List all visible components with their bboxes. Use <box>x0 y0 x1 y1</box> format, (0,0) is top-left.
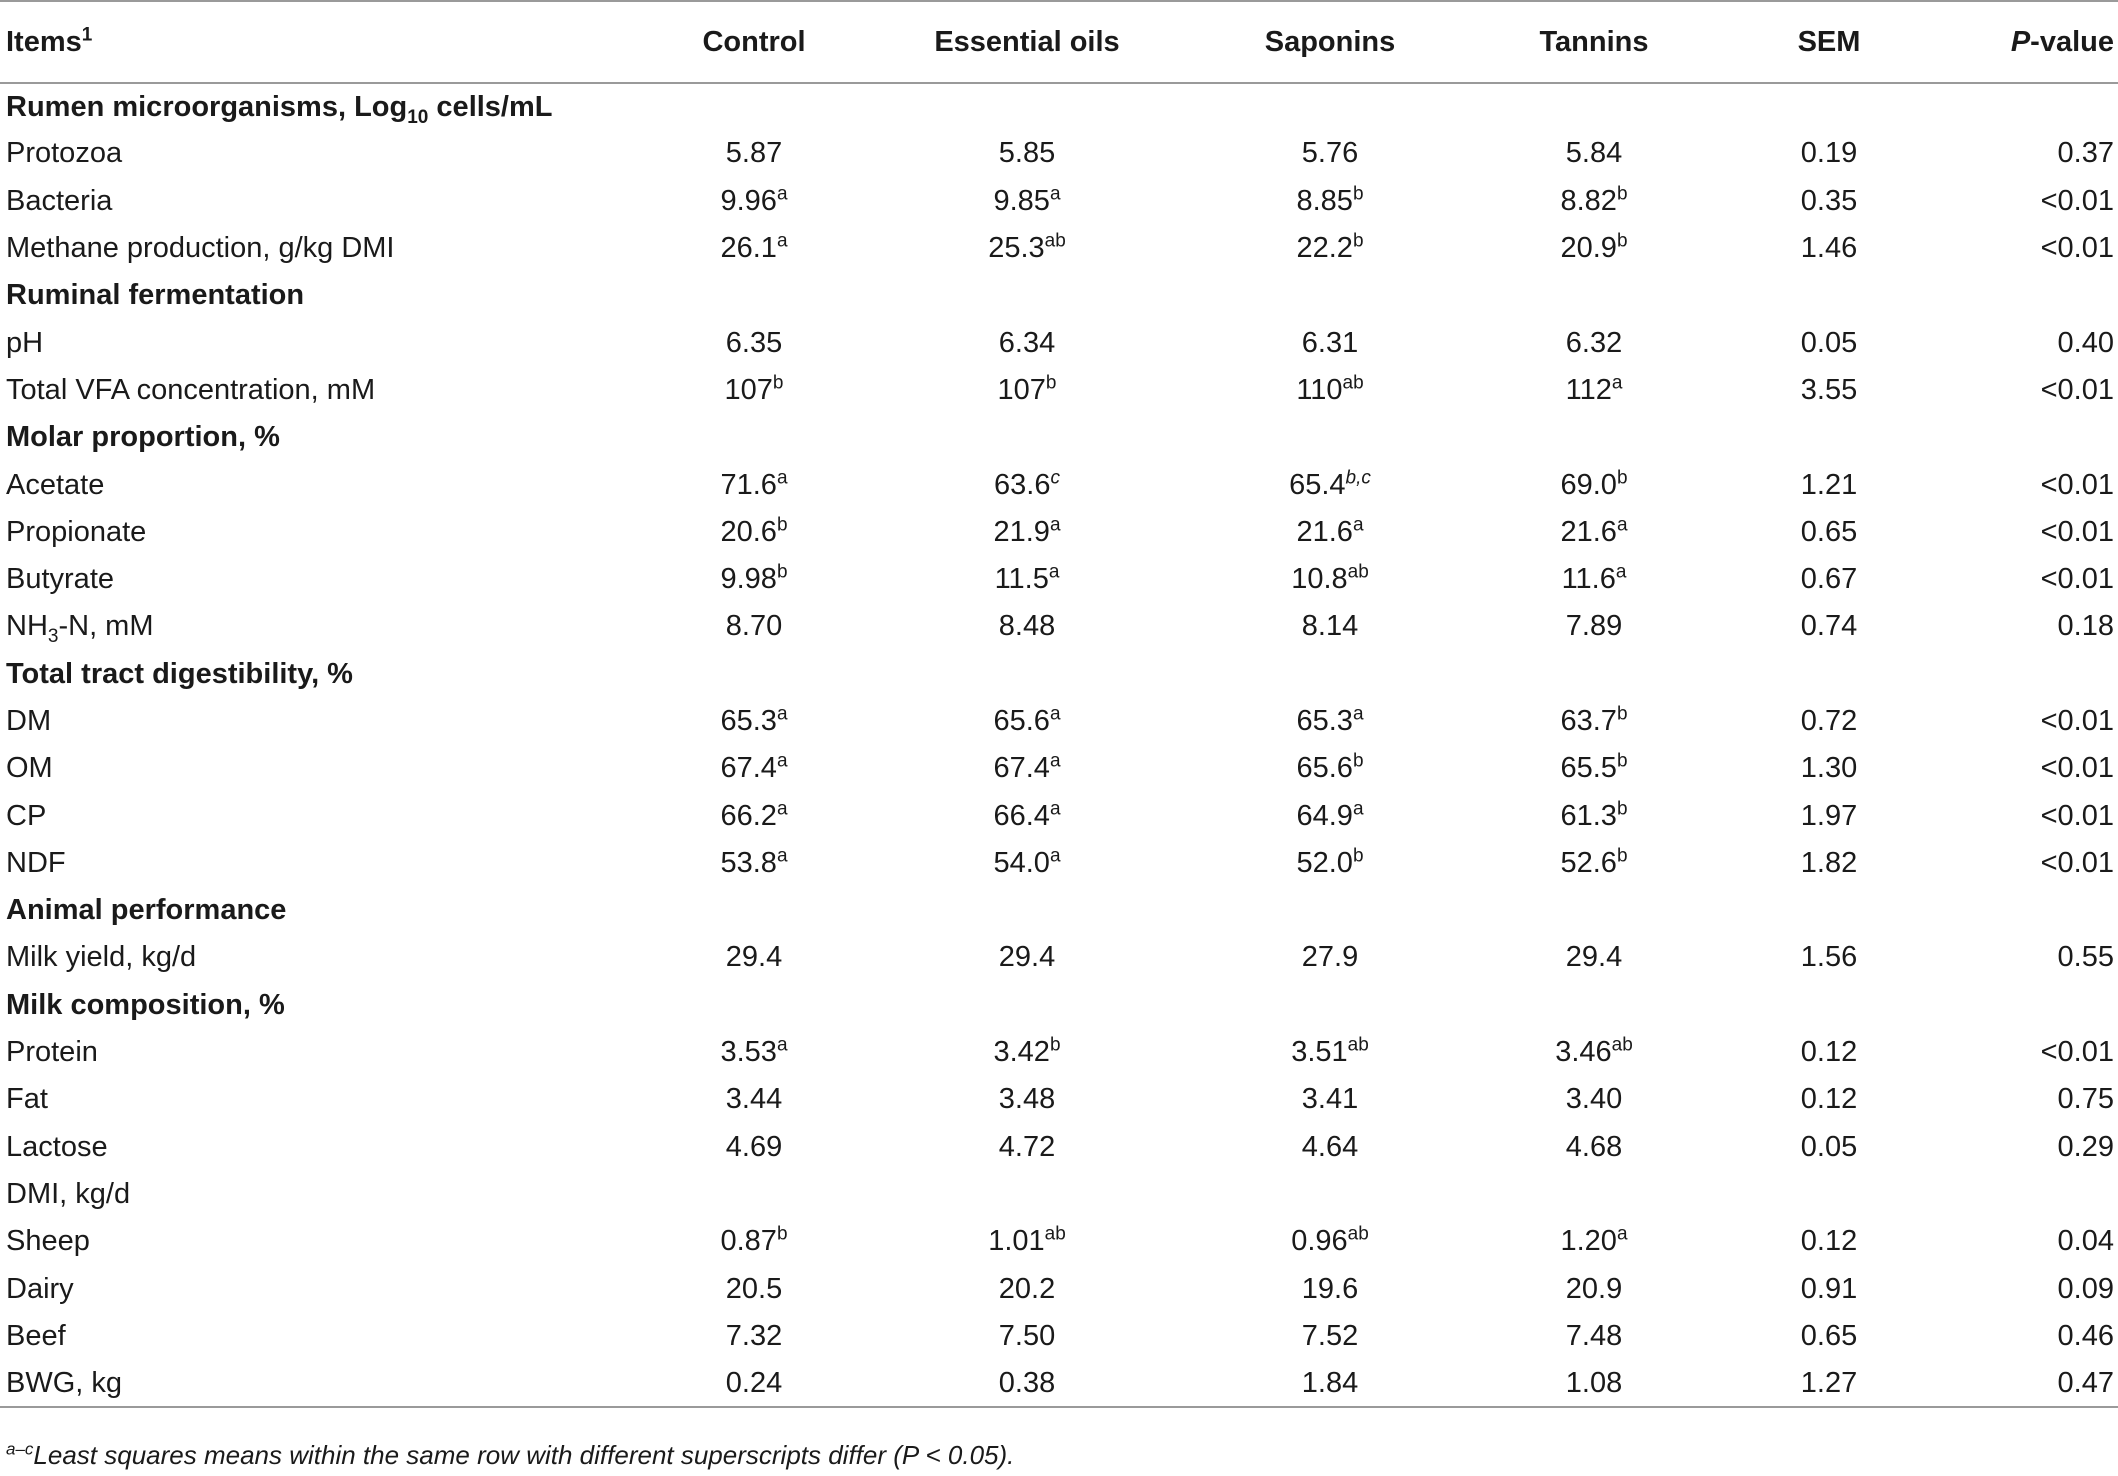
significance-superscript: ab <box>1044 230 1066 252</box>
cell-essential-oils: 21.9$^a$ <box>993 514 1061 548</box>
header-row <box>0 1 2118 83</box>
header-p-value: P-value <box>1944 1 2118 83</box>
significance-superscript: b <box>1616 750 1628 772</box>
significance-superscript: b <box>776 514 788 536</box>
cell-sem: 1.30 <box>1800 752 1858 785</box>
significance-superscript: a <box>776 230 788 252</box>
cell-p-value: <0.01 <box>2040 705 2114 737</box>
row-label: $NH_3-N$, mM <box>6 610 154 648</box>
significance-superscript: ab <box>1347 1034 1369 1056</box>
table-row <box>0 1360 2118 1407</box>
cell-p-value: <0.01 <box>2040 799 2114 832</box>
cell-saponins: 5.76 <box>1301 137 1359 170</box>
table-row <box>0 367 2118 414</box>
cell-tannins: 69.0$^b$ <box>1560 466 1628 501</box>
cell-control: 3.44 <box>725 1083 783 1116</box>
cell-sem: 0.12 <box>1800 1225 1858 1258</box>
footnote-text: Least squares means within the same row with different superscripts differ (P < 0.05). <box>33 1440 1015 1470</box>
cell-sem: 0.67 <box>1800 563 1858 596</box>
cell-tannins: 7.48 <box>1565 1319 1623 1352</box>
table-row <box>0 509 2118 556</box>
cell-saponins: 8.85$^b$ <box>1296 183 1364 217</box>
row-label: DMI, kg/d <box>6 1177 131 1210</box>
cell-p-value: 0.37 <box>2057 137 2114 170</box>
table-row <box>0 1265 2118 1312</box>
cell-sem: 0.19 <box>1800 137 1858 170</box>
cell-tannins: 1.20$^a$ <box>1560 1223 1628 1258</box>
significance-superscript: b <box>776 1223 788 1245</box>
cell-saponins: 22.2$^b$ <box>1296 230 1364 265</box>
cell-sem: 3.55 <box>1800 373 1858 406</box>
cell-saponins: 27.9 <box>1301 941 1359 974</box>
cell-control: 4.69 <box>725 1130 783 1163</box>
cell-tannins: 65.5$^b$ <box>1560 750 1628 785</box>
row-label: Butyrate <box>6 563 114 596</box>
table-row <box>0 225 2118 272</box>
significance-superscript: a <box>1352 514 1364 536</box>
table-row <box>0 178 2118 225</box>
row-label: OM <box>6 752 53 785</box>
cell-p-value: <0.01 <box>2040 846 2114 879</box>
footnote-marker: a–c <box>6 1439 34 1459</box>
cell-sem: 1.56 <box>1800 941 1858 974</box>
cell-control: 9.98$^b$ <box>720 561 788 596</box>
row-label: Sheep <box>6 1225 90 1258</box>
row-label: Beef <box>6 1319 66 1352</box>
cell-p-value: <0.01 <box>2040 563 2114 596</box>
cell-essential-oils: 54.0$^a$ <box>993 845 1061 879</box>
cell-control: 29.4 <box>725 941 783 974</box>
row-label: Dairy <box>6 1272 74 1305</box>
cell-tannins: 52.6$^b$ <box>1560 845 1628 879</box>
section-header-row <box>0 414 2118 461</box>
table-row <box>0 1076 2118 1123</box>
cell-p-value: <0.01 <box>2040 515 2114 548</box>
table-footnote <box>6 1440 1014 1471</box>
significance-superscript: b <box>1616 466 1628 488</box>
cell-sem: 0.91 <box>1800 1272 1858 1305</box>
table-row <box>0 840 2118 887</box>
row-label: CP <box>6 799 47 832</box>
significance-superscript: a <box>776 703 788 725</box>
table-header <box>0 1 2118 83</box>
cell-saponins: 3.51$^{ab}$ <box>1291 1034 1369 1069</box>
header-saponins: Saponins <box>1186 1 1474 83</box>
cell-essential-oils: 3.48 <box>998 1083 1056 1116</box>
significance-superscript: b <box>1045 372 1057 394</box>
section-header-row <box>0 83 2118 130</box>
table-row <box>0 934 2118 981</box>
row-label: Bacteria <box>6 184 113 217</box>
table-row <box>0 319 2118 366</box>
row-label: Lactose <box>6 1130 108 1163</box>
section-label: Rumen microorganisms, Log$_{10}$ cells/mL <box>6 90 553 128</box>
table-row <box>0 698 2118 745</box>
cell-saponins: 64.9$^a$ <box>1296 797 1364 832</box>
cell-saponins: 65.6$^b$ <box>1296 750 1364 785</box>
significance-superscript: ab <box>1347 561 1369 583</box>
significance-superscript: a <box>776 183 788 205</box>
cell-essential-oils: 5.85 <box>998 137 1056 170</box>
cell-essential-oils: 66.4$^a$ <box>993 797 1061 832</box>
significance-superscript: a <box>1615 561 1627 583</box>
cell-p-value: <0.01 <box>2040 752 2114 785</box>
row-label: Total VFA concentration, mM <box>6 373 376 406</box>
cell-sem: 1.46 <box>1800 232 1858 265</box>
cell-sem: 0.65 <box>1800 515 1858 548</box>
cell-saponins: 8.14 <box>1301 610 1359 643</box>
table-body <box>0 83 2118 1407</box>
row-label: Methane production, g/kg DMI <box>6 232 395 265</box>
cell-control: 7.32 <box>725 1319 783 1352</box>
table-row <box>0 1029 2118 1076</box>
significance-superscript: b <box>1616 183 1628 205</box>
significance-superscript: a <box>776 845 788 867</box>
cell-p-value: 0.55 <box>2057 941 2114 974</box>
cell-control: 107$^b$ <box>724 372 784 406</box>
significance-superscript: ab <box>1044 1223 1066 1245</box>
cell-p-value: 0.09 <box>2057 1272 2114 1305</box>
cell-essential-oils: 107$^b$ <box>997 372 1057 406</box>
header-tannins: Tannins <box>1474 1 1714 83</box>
significance-superscript: ab <box>1342 372 1364 394</box>
cell-saponins: 1.84 <box>1186 1360 1474 1407</box>
cell-essential-oils: 63.6$^c$ <box>994 466 1060 501</box>
section-label: Milk composition, % <box>6 988 285 1021</box>
table-row <box>0 461 2118 508</box>
cell-control: 53.8$^a$ <box>720 845 788 879</box>
cell-sem: 0.12 <box>1800 1036 1858 1069</box>
cell-control: 9.96$^a$ <box>720 183 788 217</box>
header-items-footnote-marker: 1 <box>81 23 93 45</box>
cell-control: 0.24 <box>640 1360 868 1407</box>
row-label: pH <box>6 326 44 359</box>
row-label: Propionate <box>6 515 147 548</box>
cell-sem: 0.05 <box>1800 1130 1858 1163</box>
cell-tannins: 3.46$^{ab}$ <box>1555 1034 1633 1069</box>
significance-superscript: a <box>1049 750 1061 772</box>
cell-essential-oils: 67.4$^a$ <box>993 750 1061 785</box>
cell-essential-oils: 20.2 <box>998 1272 1056 1305</box>
row-label: Fat <box>6 1083 48 1116</box>
cell-essential-oils: 3.42$^b$ <box>993 1034 1061 1069</box>
cell-saponins: 7.52 <box>1301 1319 1359 1352</box>
cell-essential-oils: 11.5$^a$ <box>994 561 1060 596</box>
significance-superscript: a <box>1049 183 1061 205</box>
cell-saponins: 65.4$^{b,c}$ <box>1289 466 1371 501</box>
cell-essential-oils: 1.01$^{ab}$ <box>988 1223 1066 1258</box>
row-label: Acetate <box>6 468 105 501</box>
row-label: Protein <box>6 1036 98 1069</box>
significance-superscript: b <box>1352 230 1364 252</box>
significance-superscript: a <box>1616 514 1628 536</box>
significance-superscript: b <box>1352 750 1364 772</box>
cell-control: 20.5 <box>725 1272 783 1305</box>
cell-saponins: 6.31 <box>1301 326 1359 359</box>
cell-p-value: <0.01 <box>2040 184 2114 217</box>
cell-tannins: 8.82$^b$ <box>1560 183 1628 217</box>
cell-tannins: 63.7$^b$ <box>1560 703 1628 737</box>
cell-p-value: 0.47 <box>1944 1360 2118 1407</box>
row-label: BWG, kg <box>0 1360 640 1407</box>
significance-superscript: c <box>1050 466 1060 488</box>
section-header-row <box>0 272 2118 319</box>
significance-superscript: b <box>1616 230 1628 252</box>
section-header-row <box>0 887 2118 934</box>
cell-tannins: 5.84 <box>1565 137 1623 170</box>
cell-sem: 0.05 <box>1800 326 1858 359</box>
significance-superscript: a <box>776 1034 788 1056</box>
significance-superscript: a <box>1049 845 1061 867</box>
significance-superscript: b <box>1616 797 1628 819</box>
cell-tannins: 7.89 <box>1565 610 1623 643</box>
header-control: Control <box>640 1 868 83</box>
cell-saponins: 65.3$^a$ <box>1296 703 1364 737</box>
section-header-row <box>0 651 2118 698</box>
cell-tannins: 29.4 <box>1565 941 1623 974</box>
table-row <box>0 792 2118 839</box>
cell-sem: 1.82 <box>1800 846 1858 879</box>
table-row <box>0 1313 2118 1360</box>
cell-sem: 1.97 <box>1800 799 1858 832</box>
significance-superscript: b <box>776 561 788 583</box>
cell-essential-oils: 65.6$^a$ <box>993 703 1061 737</box>
cell-sem: 1.21 <box>1800 468 1858 501</box>
cell-saponins: 52.0$^b$ <box>1296 845 1364 879</box>
cell-tannins: 21.6$^a$ <box>1560 514 1628 548</box>
cell-sem: 1.27 <box>1714 1360 1944 1407</box>
header-items: Items$^1$ <box>0 1 640 83</box>
cell-tannins: 3.40 <box>1565 1083 1623 1116</box>
header-essential-oils: Essential oils <box>868 1 1186 83</box>
cell-p-value: <0.01 <box>2040 1036 2114 1069</box>
cell-p-value: 0.18 <box>2057 610 2114 643</box>
cell-essential-oils: 29.4 <box>998 941 1056 974</box>
cell-essential-oils: 6.34 <box>998 326 1056 359</box>
section-label: Molar proportion, % <box>6 421 280 454</box>
row-label: Protozoa <box>6 137 123 170</box>
section-label: Ruminal fermentation <box>6 279 305 312</box>
cell-control: 71.6$^a$ <box>720 466 788 501</box>
significance-superscript: a <box>1049 703 1061 725</box>
cell-sem: 0.74 <box>1800 610 1858 643</box>
cell-control: 67.4$^a$ <box>720 750 788 785</box>
cell-tannins: 4.68 <box>1565 1130 1623 1163</box>
cell-p-value: <0.01 <box>2040 468 2114 501</box>
significance-superscript: b <box>1616 703 1628 725</box>
significance-superscript: a <box>1049 797 1061 819</box>
cell-sem: 0.65 <box>1800 1319 1858 1352</box>
row-label: DM <box>6 705 52 737</box>
significance-superscript: a <box>776 466 788 488</box>
label-subscript: 3 <box>47 626 59 648</box>
row-label: NDF <box>6 846 66 879</box>
row-label: Milk yield, kg/d <box>6 941 197 974</box>
significance-superscript: a <box>1616 1223 1628 1245</box>
significance-superscript: b <box>772 372 784 394</box>
cell-p-value: 0.04 <box>2057 1225 2114 1258</box>
cell-control: 3.53$^a$ <box>720 1034 788 1069</box>
cell-saponins: 0.96$^{ab}$ <box>1291 1223 1369 1258</box>
significance-superscript: b <box>1352 845 1364 867</box>
cell-essential-oils: 0.38 <box>868 1360 1186 1407</box>
significance-superscript: a <box>1352 703 1364 725</box>
cell-essential-oils: 9.85$^a$ <box>993 183 1061 217</box>
significance-superscript: ab <box>1347 1223 1369 1245</box>
cell-sem: 0.12 <box>1800 1083 1858 1116</box>
cell-tannins: 20.9$^b$ <box>1560 230 1628 265</box>
table-row <box>0 745 2118 792</box>
cell-tannins: 112$^a$ <box>1565 372 1623 406</box>
significance-superscript: b,c <box>1345 466 1371 488</box>
section-header-row <box>0 982 2118 1029</box>
significance-superscript: b <box>1352 183 1364 205</box>
significance-superscript: a <box>1048 561 1060 583</box>
cell-control: 66.2$^a$ <box>720 797 788 832</box>
cell-sem: 0.72 <box>1800 705 1858 737</box>
cell-saponins: 4.64 <box>1301 1130 1359 1163</box>
table-row <box>0 1218 2118 1265</box>
significance-superscript: a <box>776 750 788 772</box>
cell-control: 20.6$^b$ <box>720 514 788 548</box>
significance-superscript: ab <box>1611 1034 1633 1056</box>
table-row <box>0 130 2118 177</box>
table-row <box>0 1171 2118 1218</box>
significance-superscript: a <box>1611 372 1623 394</box>
cell-tannins: 20.9 <box>1565 1272 1623 1305</box>
cell-control: 26.1$^a$ <box>720 230 788 265</box>
cell-tannins: 61.3$^b$ <box>1560 797 1628 832</box>
significance-superscript: a <box>1049 514 1061 536</box>
cell-essential-oils: 4.72 <box>998 1130 1056 1163</box>
cell-p-value: 0.46 <box>2057 1319 2114 1352</box>
label-subscript: 10 <box>407 106 429 128</box>
table-row <box>0 603 2118 650</box>
cell-p-value: 0.75 <box>2057 1083 2114 1116</box>
cell-saponins: 21.6$^a$ <box>1296 514 1364 548</box>
cell-saponins: 10.8$^{ab}$ <box>1291 561 1369 596</box>
cell-control: 65.3$^a$ <box>720 703 788 737</box>
cell-p-value: <0.01 <box>2040 373 2114 406</box>
cell-control: 6.35 <box>725 326 783 359</box>
cell-essential-oils: 7.50 <box>998 1319 1056 1352</box>
cell-saponins: 19.6 <box>1301 1272 1359 1305</box>
cell-saponins: 3.41 <box>1301 1083 1359 1116</box>
table-row <box>0 1124 2118 1171</box>
cell-tannins: 1.08 <box>1474 1360 1714 1407</box>
significance-superscript: a <box>1352 797 1364 819</box>
section-label: Total tract digestibility, % <box>6 657 353 690</box>
cell-control: 8.70 <box>725 610 783 643</box>
cell-control: 0.87$^b$ <box>720 1223 788 1258</box>
cell-tannins: 6.32 <box>1565 326 1623 359</box>
header-sem: SEM <box>1714 1 1944 83</box>
cell-sem: 0.35 <box>1800 184 1858 217</box>
significance-superscript: b <box>1049 1034 1061 1056</box>
table-row <box>0 556 2118 603</box>
significance-superscript: b <box>1616 845 1628 867</box>
cell-tannins: 11.6$^a$ <box>1561 561 1627 596</box>
cell-p-value: 0.40 <box>2057 326 2114 359</box>
cell-essential-oils: 8.48 <box>998 610 1056 643</box>
cell-control: 5.87 <box>725 137 783 170</box>
cell-saponins: $110^{ab}$ <box>1296 372 1364 406</box>
cell-essential-oils: 25.3$^{ab}$ <box>988 230 1066 265</box>
section-label: Animal performance <box>6 894 287 927</box>
significance-superscript: a <box>776 797 788 819</box>
cell-p-value: 0.29 <box>2057 1130 2114 1163</box>
cell-p-value: <0.01 <box>2040 232 2114 265</box>
